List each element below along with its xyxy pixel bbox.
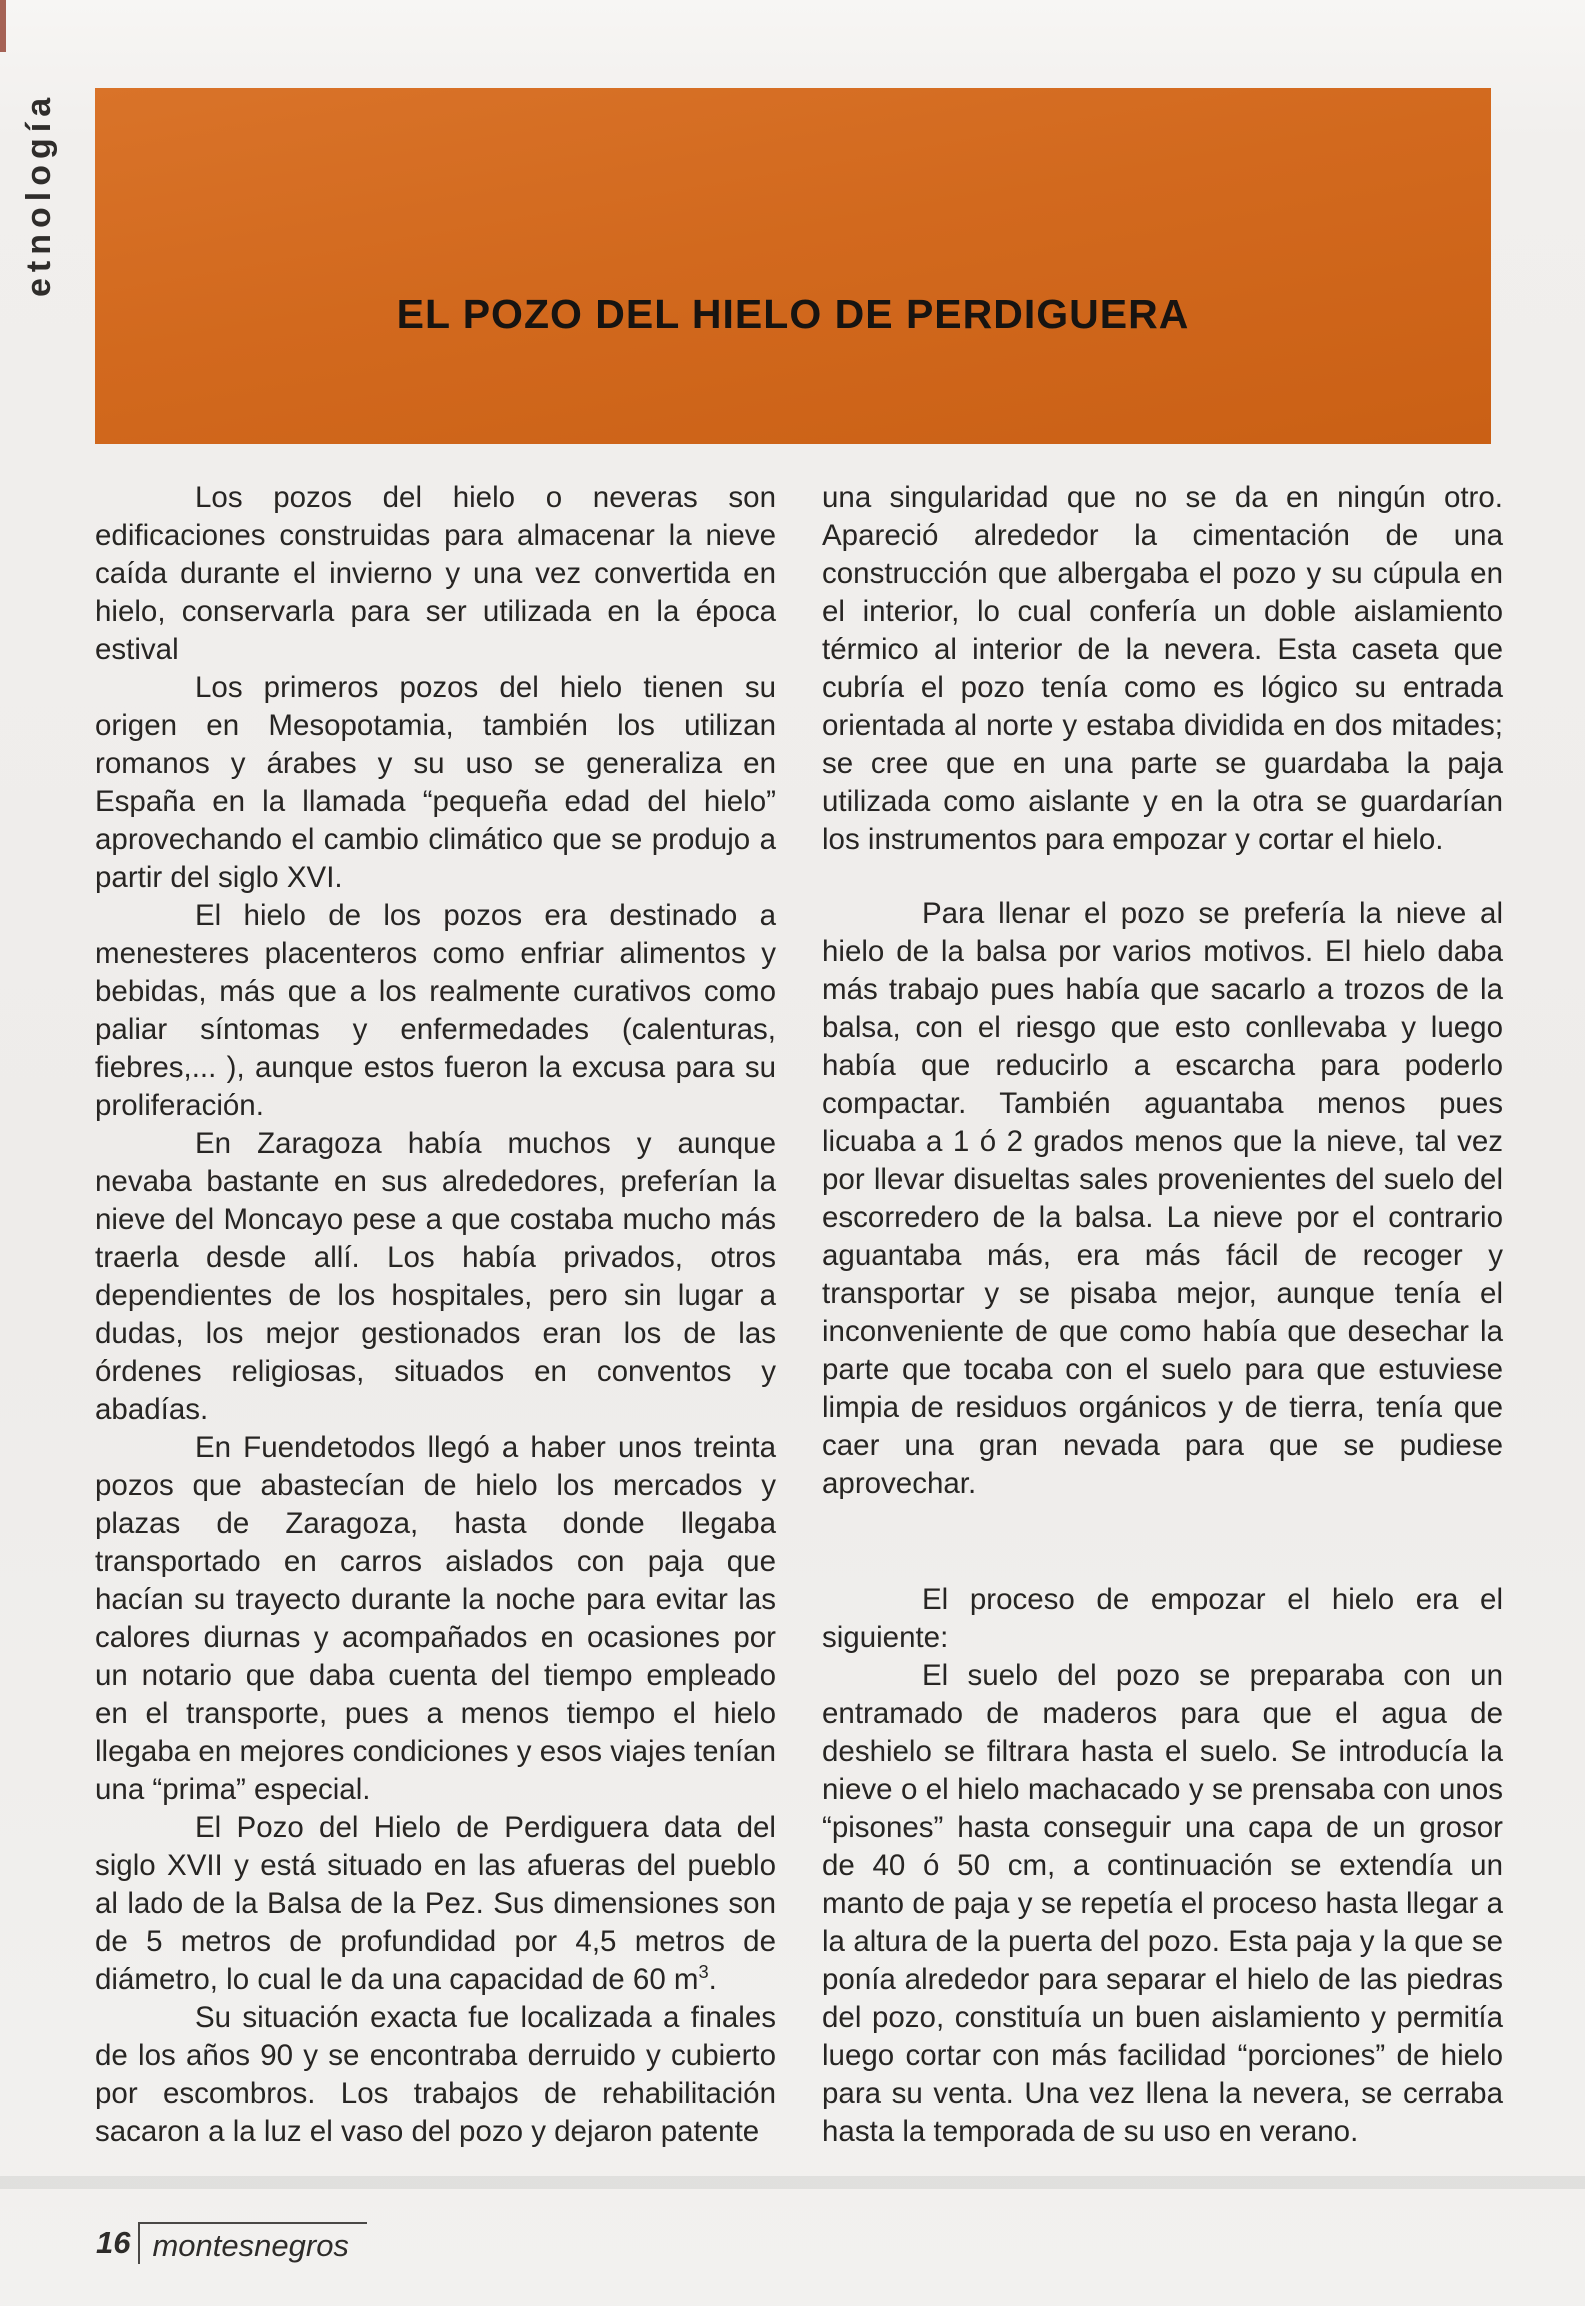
- paragraph: una singularidad que no se da en ningún otro. Apareció alrededor la cimentación de una construcción que albergaba el pozo y su cúpula en el interior, lo cual confería un doble aislamiento térmico al interior de la nevera. Esta caseta que cubría el pozo tenía como es lógico su entrada orientada al norte y estaba dividida en dos mitades; se cree que en una parte se guardaba la paja utilizada como aislante y en la otra se guardarían los instrumentos para empozar y cortar el hielo.: [822, 481, 1503, 856]
- paragraph: Los pozos del hielo o neveras son edificaciones construidas para almacenar la nieve caída durante el invierno y una vez convertida en hielo, conservarla para ser utilizada en la época estival: [95, 481, 776, 666]
- paragraph: El Pozo del Hielo de Perdiguera data del siglo XVII y está situado en las afueras del pueblo al lado de la Balsa de la Pez. Sus dimensiones son de 5 metros de profundidad por 4,5 metros de diámetro, lo cual le da una capacidad de 60 $m^3$.: [95, 1811, 776, 1996]
- journal-name: montesnegros: [138, 2222, 366, 2264]
- title-banner: [95, 88, 1491, 444]
- paragraph: El hielo de los pozos era destinado a menesteres placenteros como enfriar alimentos y bebidas, más que a los realmente curativos como paliar síntomas y enfermedades (calenturas, fiebres,... ), aunque estos fueron la excusa para su proliferación.: [95, 899, 776, 1122]
- paragraph: Los primeros pozos del hielo tienen su origen en Mesopotamia, también los utilizan romanos y árabes y su uso se generaliza en España en la llamada “pequeña edad del hielo” aprovechando el cambio climático que se produjo a partir del siglo XVI.: [95, 671, 776, 894]
- page-footer: [96, 2222, 367, 2264]
- paragraph: Su situación exacta fue localizada a finales de los años 90 y se encontraba derruido y cubierto por escombros. Los trabajos de rehabilitación sacaron a la luz el vaso del pozo y dejaron patente: [95, 2001, 776, 2148]
- paragraph: En Zaragoza había muchos y aunque nevaba bastante en sus alrededores, preferían la nieve del Moncayo pese a que costaba mucho más traerla desde allí. Los había privados, otros dependientes de los hospitales, pero sin lugar a dudas, los mejor gestionados eran los de las órdenes religiosas, situados en conventos y abadías.: [95, 1127, 776, 1426]
- paragraph: El proceso de empozar el hielo era el siguiente:: [822, 1583, 1503, 1654]
- page-number: 16: [96, 2225, 131, 2260]
- paragraph: Para llenar el pozo se prefería la nieve al hielo de la balsa por varios motivos. El hielo daba más trabajo pues había que sacarlo a trozos de la balsa, con el riesgo que esto conllevaba y luego había que reducirlo a escarcha para poderlo compactar. También aguantaba menos pues licuaba a 1 ó 2 grados menos que la nieve, tal vez por llevar disueltas sales provenientes del suelo del escorredero de la balsa. La nieve por el contrario aguantaba más, era más fácil de recoger y transportar y se pisaba mejor, aunque tenía el inconveniente de que como había que desechar la parte que tocaba con el suelo para que estuviese limpia de residuos orgánicos y de tierra, tenía que caer una gran nevada para que se pudiese aprovechar.: [822, 897, 1503, 1500]
- scan-edge-artifact: [0, 0, 6, 52]
- section-label-etnologia: etnología: [20, 91, 58, 297]
- page-title: EL POZO DEL HIELO DE PERDIGUERA: [396, 291, 1190, 337]
- paragraph: En Fuendetodos llegó a haber unos treinta pozos que abastecían de hielo los mercados y plazas de Zaragoza, hasta donde llegaba transportado en carros aislados con paja que hacían su trayecto durante la noche para evitar las calores diurnas y acompañados en ocasiones por un notario que daba cuenta del tiempo empleado en el transporte, pues a menos tiempo el hielo llegaba en mejores condiciones y esos viajes tenían una “prima” especial.: [95, 1431, 776, 1806]
- scan-shadow-band: [0, 2176, 1585, 2189]
- right-column: [822, 479, 1503, 2151]
- superscript: 3: [698, 1961, 709, 1983]
- left-column: [95, 479, 776, 2151]
- paragraph: El suelo del pozo se preparaba con un entramado de maderos para que el agua de deshielo se filtrara hasta el suelo. Se introducía la nieve o el hielo machacado y se prensaba con unos “pisones” hasta conseguir una capa de un grosor de 40 ó 50 cm, a continuación se extendía un manto de paja y se repetía el proceso hasta llegar a la altura de la puerta del pozo. Esta paja y la que se ponía alrededor para separar el hielo de las piedras del pozo, constituía un buen aislamiento y permitía luego cortar con más facilidad “porciones” de hielo para su venta. Una vez llena la nevera, se cerraba hasta la temporada de su uso en verano.: [822, 1659, 1503, 2148]
